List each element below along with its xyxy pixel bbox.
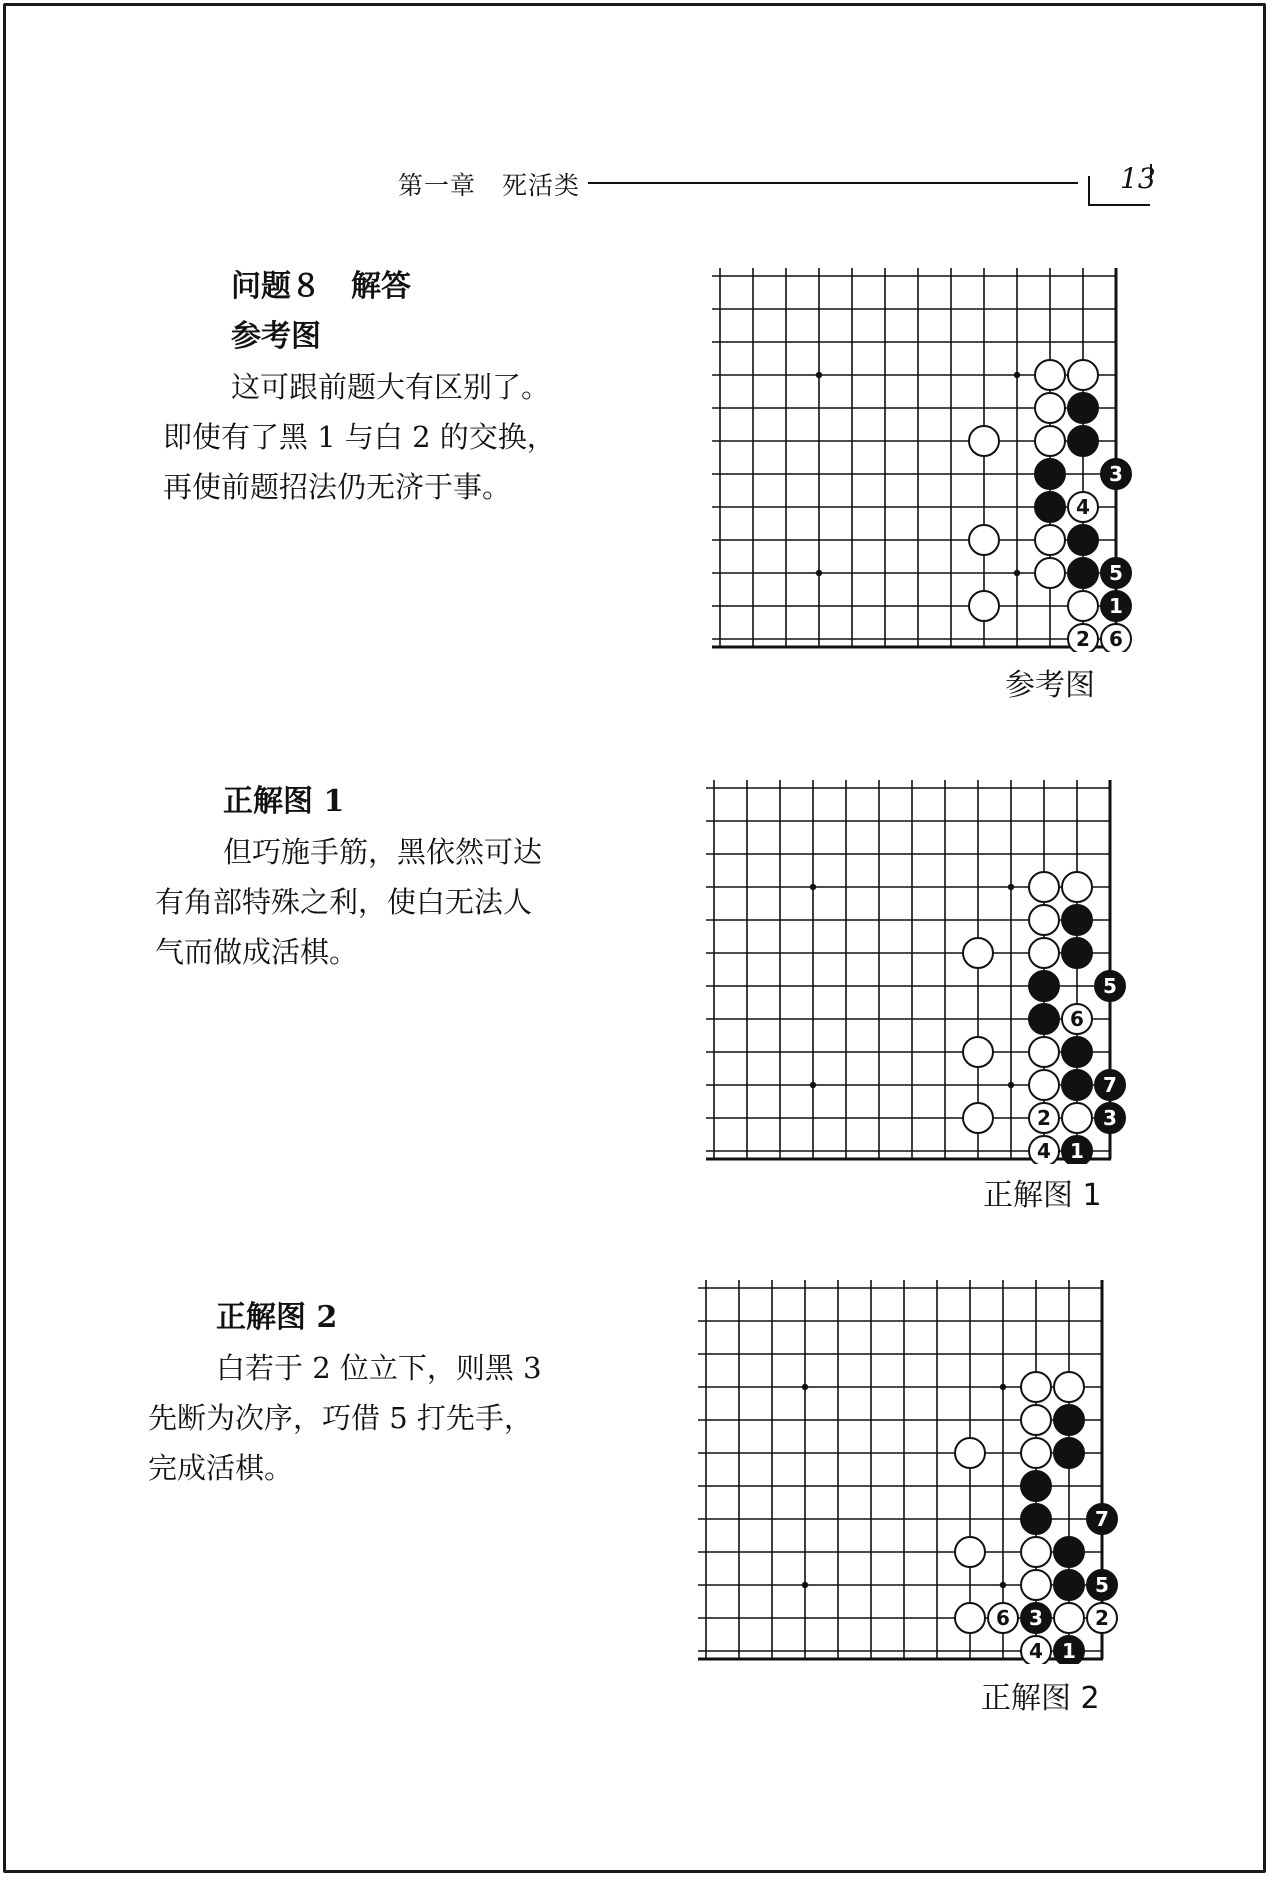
white-stone [969,525,999,555]
white-stone [1062,1103,1092,1133]
move-number: 4 [1076,495,1090,519]
black-stone [1068,525,1098,555]
black-stone [1035,459,1065,489]
go-board-solution-1 [706,780,1138,1164]
star-point [802,1582,808,1588]
white-stone [969,426,999,456]
white-stone [1068,360,1098,390]
white-stone [1021,1570,1051,1600]
go-board-solution-2 [698,1280,1130,1664]
section-reference [163,262,556,512]
white-stone [1029,1136,1059,1164]
white-stone [955,1603,985,1633]
header-rule [588,182,1078,184]
white-stone [1068,591,1098,621]
board-grid [712,268,1117,647]
section-heading: 正解图 1 [223,784,345,819]
move-number: 6 [996,1606,1010,1630]
star-point [1014,570,1020,576]
star-point [810,884,816,890]
board-grid [706,780,1111,1159]
black-stone [1029,1004,1059,1034]
move-number: 7 [1103,1073,1117,1097]
section-solution-2 [148,1293,542,1493]
white-stone [1021,1438,1051,1468]
white-stone [1029,938,1059,968]
black-stone [1095,1103,1125,1133]
diagram-caption: 正解图 1 [983,1178,1102,1213]
body-line: 气而做成活棋。 [155,935,359,969]
black-stone [1062,938,1092,968]
white-stone [1054,1372,1084,1402]
body-line: 有角部特殊之利，使白无法人 [155,885,533,919]
white-stone [1029,1070,1059,1100]
move-number: 5 [1109,561,1123,585]
black-stone [1087,1570,1117,1600]
running-header [398,160,1158,210]
go-board-reference [712,268,1144,652]
black-stone [1054,1636,1084,1664]
white-stone [955,1438,985,1468]
black-stone [1021,1504,1051,1534]
white-stone [1035,525,1065,555]
black-stone [1062,1037,1092,1067]
body-line: 这可跟前题大有区别了。 [231,370,551,404]
black-stone [1101,591,1131,621]
star-point [816,372,822,378]
star-point [1000,1384,1006,1390]
white-stone [1021,1537,1051,1567]
move-number: 3 [1103,1106,1117,1130]
black-stone [1095,1070,1125,1100]
white-stone [1035,360,1065,390]
white-stone [969,591,999,621]
star-point [816,570,822,576]
star-point [1008,884,1014,890]
black-stone [1035,492,1065,522]
body-line: 即使有了黑 1 与白 2 的交换， [163,420,556,454]
black-stone [1101,558,1131,588]
chapter-title: 第一章 死活类 [398,171,581,200]
white-stone [1029,1037,1059,1067]
white-stone [1068,624,1098,652]
white-stone [1062,1004,1092,1034]
white-stone [1035,426,1065,456]
black-stone [1062,1070,1092,1100]
black-stone [1054,1438,1084,1468]
move-number: 4 [1029,1639,1043,1663]
black-stone [1101,459,1131,489]
white-stone [1021,1636,1051,1664]
board-grid [698,1280,1103,1659]
body-line: 但巧施手筋，黑依然可达 [223,835,543,869]
white-stone [963,1103,993,1133]
move-number: 4 [1037,1139,1051,1163]
page-number-box [1088,162,1156,206]
black-stone [1095,971,1125,1001]
diagram-caption: 正解图 2 [981,1681,1100,1716]
move-number: 3 [1109,462,1123,486]
black-stone [1087,1504,1117,1534]
black-stone [1068,558,1098,588]
move-number: 5 [1103,974,1117,998]
body-line: 白若于 2 位立下，则黑 3 [216,1351,542,1385]
move-number: 2 [1037,1106,1051,1130]
white-stone [1029,872,1059,902]
white-stone [1068,492,1098,522]
black-stone [1068,426,1098,456]
white-stone [1029,905,1059,935]
star-point [1000,1582,1006,1588]
white-stone [1021,1372,1051,1402]
body-line: 完成活棋。 [148,1451,294,1485]
white-stone [963,938,993,968]
white-stone [1101,624,1131,652]
white-stone [1062,872,1092,902]
page-number: 13 [1120,162,1156,195]
move-number: 7 [1095,1507,1109,1531]
black-stone [1021,1471,1051,1501]
white-stone [1021,1405,1051,1435]
black-stone [1062,905,1092,935]
white-stone [1054,1603,1084,1633]
star-point [810,1082,816,1088]
move-number: 6 [1109,627,1123,651]
black-stone [1029,971,1059,1001]
move-number: 6 [1070,1007,1084,1031]
body-line: 先断为次序，巧借 5 打先手， [148,1401,533,1435]
move-number: 1 [1109,594,1123,618]
diagram-caption: 参考图 [1005,668,1095,703]
star-point [1008,1082,1014,1088]
move-number: 5 [1095,1573,1109,1597]
black-stone [1068,393,1098,423]
move-number: 1 [1070,1139,1084,1163]
move-number: 2 [1095,1606,1109,1630]
white-stone [1029,1103,1059,1133]
white-stone [1035,393,1065,423]
section-subheading: 参考图 [231,319,321,354]
black-stone [1021,1603,1051,1633]
white-stone [963,1037,993,1067]
white-stone [1087,1603,1117,1633]
star-point [1014,372,1020,378]
black-stone [1054,1405,1084,1435]
body-line: 再使前题招法仍无济于事。 [163,470,512,504]
section-heading: 问题８ 解答 [231,269,411,304]
white-stone [988,1603,1018,1633]
black-stone [1054,1537,1084,1567]
section-heading: 正解图 2 [216,1300,338,1335]
black-stone [1062,1136,1092,1164]
move-number: 2 [1076,627,1090,651]
black-stone [1054,1570,1084,1600]
white-stone [955,1537,985,1567]
star-point [802,1384,808,1390]
white-stone [1035,558,1065,588]
move-number: 3 [1029,1606,1043,1630]
section-solution-1 [155,777,542,977]
move-number: 1 [1062,1639,1076,1663]
